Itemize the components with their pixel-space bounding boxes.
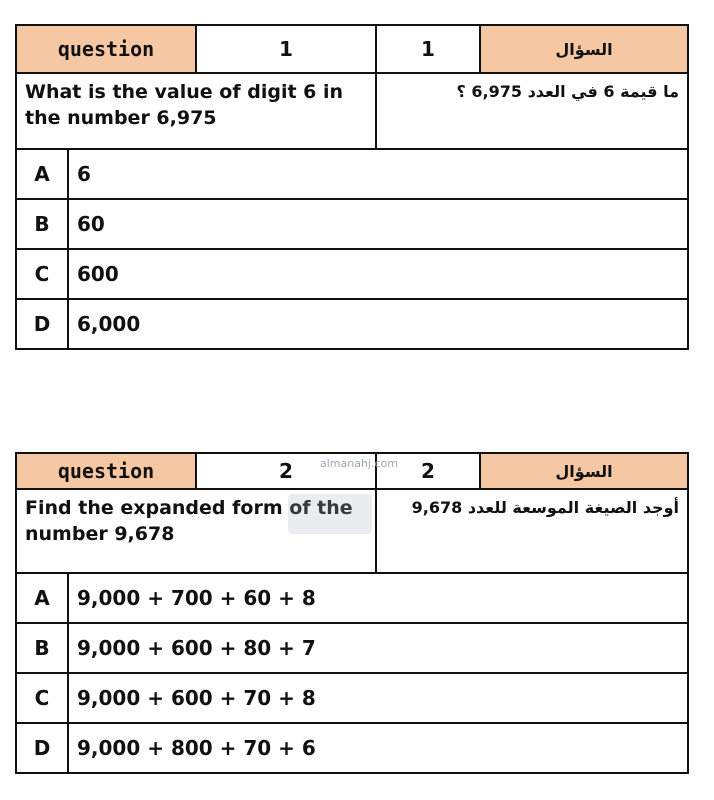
option-a[interactable]: 6: [68, 149, 688, 199]
question-table: [15, 24, 689, 350]
option-b[interactable]: 9,000 + 600 + 80 + 7: [68, 623, 688, 673]
question-stem-ar: أوجد الصيغة الموسعة للعدد 9,678: [376, 489, 688, 573]
option-letter: A: [16, 573, 68, 623]
watermark-logo: [288, 494, 372, 534]
option-c[interactable]: 9,000 + 600 + 70 + 8: [68, 673, 688, 723]
question-stem-en: Find the expanded form of the number 9,678: [16, 489, 376, 573]
question-number: 2: [196, 453, 376, 489]
question-stem-en: What is the value of digit 6 in the number 6,975: [16, 73, 376, 149]
question-label: question: [16, 453, 196, 489]
question-number-ar: 1: [376, 25, 480, 73]
question-label-ar: السؤال: [480, 453, 688, 489]
option-letter: C: [16, 249, 68, 299]
question-number: 1: [196, 25, 376, 73]
option-d[interactable]: 6,000: [68, 299, 688, 349]
option-letter: D: [16, 723, 68, 773]
option-letter: B: [16, 623, 68, 673]
option-letter: A: [16, 149, 68, 199]
option-a[interactable]: 9,000 + 700 + 60 + 8: [68, 573, 688, 623]
question-stem-ar: ما قيمة 6 في العدد 6,975 ؟: [376, 73, 688, 149]
question-label-ar: السؤال: [480, 25, 688, 73]
option-b[interactable]: 60: [68, 199, 688, 249]
question-number-ar: 2: [376, 453, 480, 489]
option-c[interactable]: 600: [68, 249, 688, 299]
question-block-1: [15, 24, 687, 350]
option-d[interactable]: 9,000 + 800 + 70 + 6: [68, 723, 688, 773]
option-letter: C: [16, 673, 68, 723]
option-letter: D: [16, 299, 68, 349]
watermark-text: almanahj.com: [320, 457, 398, 470]
question-label: question: [16, 25, 196, 73]
option-letter: B: [16, 199, 68, 249]
